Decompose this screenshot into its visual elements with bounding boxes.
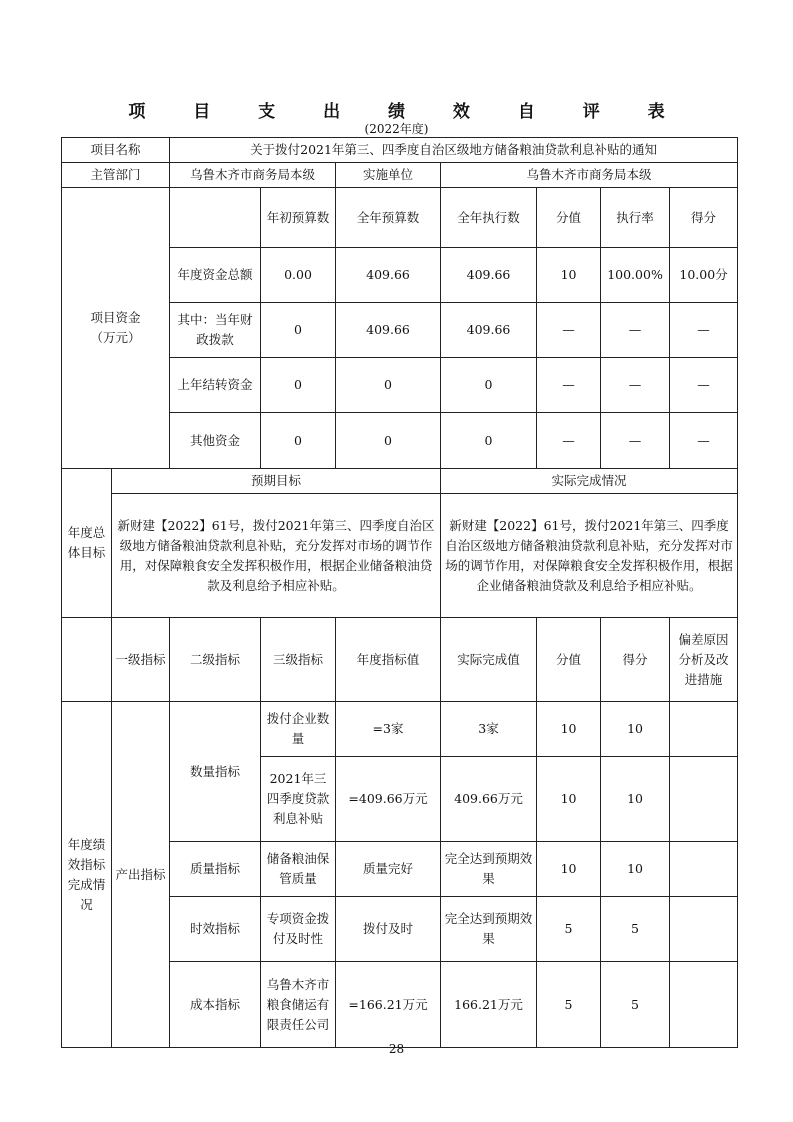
indicator-row [62, 702, 738, 757]
funds-cell: — [601, 413, 670, 469]
score: 5 [601, 962, 670, 1048]
actual-value: 3家 [441, 702, 537, 757]
funds-cell: — [670, 303, 738, 358]
goals-header-row [62, 469, 738, 494]
level3-indicator: 2021年三四季度贷款利息补贴 [261, 757, 336, 842]
funds-cell: 10 [537, 248, 601, 303]
indicator-header-row [62, 618, 738, 702]
evaluation-table [61, 137, 738, 1048]
funds-header: 年初预算数 [261, 188, 336, 248]
expected-goal-text: 新财建【2022】61号，拨付2021年第三、四季度自治区级地方储备粮油贷款利息补贴，充分发挥对市场的调节作用，对保障粮食安全发挥积极作用，根据企业储备粮油贷款及利息给予相应补贴。 [112, 494, 441, 618]
funds-cell: 409.66 [441, 248, 537, 303]
target-value: 拨付及时 [336, 897, 441, 962]
deviation-note [670, 842, 738, 897]
actual-goal-text: 新财建【2022】61号，拨付2021年第三、四季度自治区级地方储备粮油贷款利息补贴，充分发挥对市场的调节作用，对保障粮食安全发挥积极作用，根据企业储备粮油贷款及利息给予相应补贴。 [441, 494, 738, 618]
project-name-value: 关于拨付2021年第三、四季度自治区级地方储备粮油贷款利息补贴的通知 [170, 138, 738, 163]
level2-indicator: 质量指标 [170, 842, 261, 897]
score-value: 10 [537, 842, 601, 897]
page-title: 项 目 支 出 绩 效 自 评 表 [128, 102, 686, 122]
expected-goal-header: 预期目标 [112, 469, 441, 494]
indicator-header: 二级指标 [170, 618, 261, 702]
year-subtitle: (2022年度) [364, 122, 429, 136]
funds-cell: — [670, 358, 738, 413]
funds-header: 全年执行数 [441, 188, 537, 248]
funds-cell: 0 [261, 303, 336, 358]
level3-indicator: 储备粮油保管质量 [261, 842, 336, 897]
actual-value: 409.66万元 [441, 757, 537, 842]
funds-cell: 0.00 [261, 248, 336, 303]
actual-value: 完全达到预期效果 [441, 842, 537, 897]
indicator-header-empty [62, 618, 112, 702]
funds-cell: 409.66 [336, 303, 441, 358]
score-value: 10 [537, 757, 601, 842]
score: 10 [601, 702, 670, 757]
indicator-header: 三级指标 [261, 618, 336, 702]
actual-value: 完全达到预期效果 [441, 897, 537, 962]
funds-cell: 0 [261, 413, 336, 469]
level3-indicator: 拨付企业数量 [261, 702, 336, 757]
indicator-header: 分值 [537, 618, 601, 702]
score-value: 10 [537, 702, 601, 757]
level2-indicator: 数量指标 [170, 702, 261, 842]
dept-label: 主管部门 [62, 163, 170, 188]
target-value: =3家 [336, 702, 441, 757]
funds-cell: 0 [261, 358, 336, 413]
target-value: =409.66万元 [336, 757, 441, 842]
funds-row-name: 年度资金总额 [170, 248, 261, 303]
dept-value: 乌鲁木齐市商务局本级 [170, 163, 336, 188]
project-name-label: 项目名称 [62, 138, 170, 163]
indicator-header: 偏差原因分析及改进措施 [670, 618, 738, 702]
project-name-row [62, 138, 738, 163]
deviation-note [670, 897, 738, 962]
funds-row-name: 其中：当年财政拨款 [170, 303, 261, 358]
funds-header: 得分 [670, 188, 738, 248]
funds-cell: 0 [441, 358, 537, 413]
goals-text-row [62, 494, 738, 618]
impl-value: 乌鲁木齐市商务局本级 [441, 163, 738, 188]
impl-label: 实施单位 [336, 163, 441, 188]
department-row [62, 163, 738, 188]
funds-cell: — [670, 413, 738, 469]
funds-cell: — [537, 358, 601, 413]
funds-cell: 10.00分 [670, 248, 738, 303]
level2-indicator: 成本指标 [170, 962, 261, 1048]
level3-indicator: 乌鲁木齐市粮食储运有限责任公司 [261, 962, 336, 1048]
score-value: 5 [537, 962, 601, 1048]
funds-header: 执行率 [601, 188, 670, 248]
funds-cell: 0 [336, 413, 441, 469]
funds-cell: — [537, 303, 601, 358]
indicator-header: 实际完成值 [441, 618, 537, 702]
score-value: 5 [537, 897, 601, 962]
indicator-header: 得分 [601, 618, 670, 702]
funds-cell: 409.66 [441, 303, 537, 358]
deviation-note [670, 962, 738, 1048]
score: 10 [601, 842, 670, 897]
funds-cell: — [601, 358, 670, 413]
page-number: 28 [388, 1042, 405, 1056]
funds-header: 全年预算数 [336, 188, 441, 248]
indicator-header: 一级指标 [112, 618, 170, 702]
funds-header-row [62, 188, 738, 248]
target-value: =166.21万元 [336, 962, 441, 1048]
funds-cell: — [601, 303, 670, 358]
funds-cell: 0 [441, 413, 537, 469]
score: 5 [601, 897, 670, 962]
funds-cell: 409.66 [336, 248, 441, 303]
actual-value: 166.21万元 [441, 962, 537, 1048]
deviation-note [670, 702, 738, 757]
funds-header: 分值 [537, 188, 601, 248]
score: 10 [601, 757, 670, 842]
deviation-note [670, 757, 738, 842]
funds-row-name: 上年结转资金 [170, 358, 261, 413]
actual-goal-header: 实际完成情况 [441, 469, 738, 494]
funds-cell: 0 [336, 358, 441, 413]
level3-indicator: 专项资金拨付及时性 [261, 897, 336, 962]
goals-label: 年度总体目标 [62, 469, 112, 618]
funds-header-empty [170, 188, 261, 248]
funds-cell: 100.00% [601, 248, 670, 303]
target-value: 质量完好 [336, 842, 441, 897]
indicator-header: 年度指标值 [336, 618, 441, 702]
funds-cell: — [537, 413, 601, 469]
level2-indicator: 时效指标 [170, 897, 261, 962]
indicator-section-label: 年度绩效指标完成情况 [62, 702, 112, 1048]
funds-row-name: 其他资金 [170, 413, 261, 469]
level1-indicator: 产出指标 [112, 702, 170, 1048]
funds-label: 项目资金 （万元） [62, 188, 170, 469]
